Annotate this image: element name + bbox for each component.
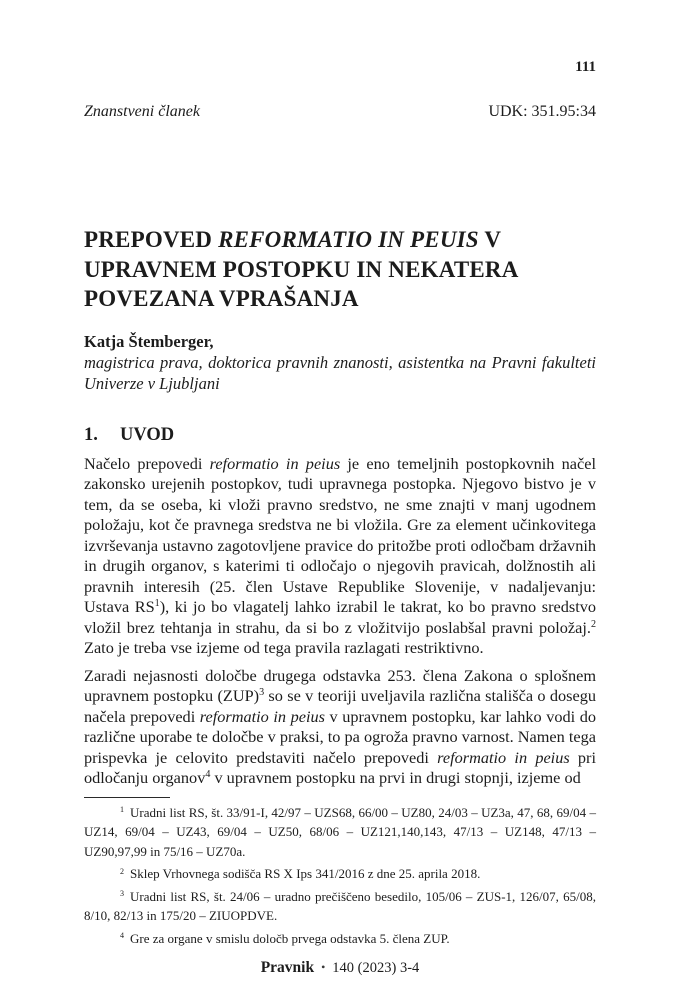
footnote-reference-marker: 4	[205, 769, 211, 781]
text-segment: Načelo prepovedi	[84, 453, 210, 473]
section-title: UVOD	[120, 424, 175, 445]
header-meta-row	[84, 102, 596, 121]
udk-code: UDK: 351.95:34	[488, 103, 596, 120]
author-block	[84, 331, 596, 394]
footnote-2-text: Sklep Vrhovnega sodišča RS X Ips 341/2016 z dne 25. aprila 2018.	[130, 866, 481, 881]
author-affiliation: magistrica prava, doktorica pravnih znanosti, asistentka na Pravni fakulteti Univerze v Ljubljani	[84, 352, 596, 393]
article-title	[84, 225, 596, 314]
page-number: 111	[575, 59, 596, 75]
text-segment: reformatio in peius	[209, 453, 341, 473]
footnote-2-marker: 2	[120, 866, 125, 876]
text-segment: PREPOVED	[84, 227, 219, 252]
footnotes-block	[84, 803, 596, 949]
text-segment: je eno temeljnih postopkovnih načel zakonsko urejenih postopkov, tudi upravnega postopka. Njegovo bistvo je v tem, da se oseba, ki vloži pravno sredstvo, ne sme znajti v manj ugodnem položaju, kot če pravnega sredstva ne bi vložila. Gre za element učinkovitega izvrševanja ustavno zagotovljene pravice do pritožbe proti odločbam državnih in drugih organov, s katerimi ti odločajo o njegovih pravicah, dolžnostih ali pravnih interesih (25. člen Ustave Republike Slovenije, v nadaljevanju: Ustava RS	[84, 453, 597, 616]
text-segment: V UPRAVNEM POSTOPKU IN NEKATERA POVEZANA VPRAŠANJA	[84, 227, 518, 311]
footnote-1	[84, 803, 596, 862]
footnote-separator-rule	[84, 797, 170, 798]
footnote-4	[84, 929, 596, 949]
footer-bullet: •	[321, 960, 326, 974]
footnote-3-text: Uradni list RS, št. 24/06 – uradno prečiščeno besedilo, 105/06 – ZUS-1, 126/07, 65/08, 8/10, 82/13 in 175/20 – ZIUOPDVE.	[84, 888, 596, 923]
footnote-4-text: Gre za organe v smislu določb prvega odstavka 5. člena ZUP.	[130, 930, 450, 946]
text-segment: REFORMATIO IN PEUIS	[218, 227, 479, 252]
text-segment: ), ki jo bo vlagatelj lahko izrabil le takrat, ko bo pravno sredstvo vložil brez tehtanja in strahu, da si bo z vložitvijo poslabšal pravni položaj.	[84, 597, 596, 637]
footnote-reference-marker: 1	[154, 598, 160, 610]
issue-info: 140 (2023) 3-4	[332, 960, 420, 976]
text-segment: reformatio in peius	[199, 706, 325, 726]
journal-name: Pravnik	[260, 959, 315, 976]
text-segment: v upravnem postopku na prvi in drugi stopnji, izjeme od	[210, 768, 581, 787]
body-paragraph-2	[84, 666, 596, 789]
text-segment: Zato je treba vse izjeme od tega pravila razlagati restriktivno.	[84, 638, 484, 657]
author-name: Katja Štemberger,	[84, 331, 214, 351]
article-type-label: Znanstveni članek	[84, 103, 200, 120]
footnote-reference-marker: 2	[590, 618, 596, 630]
text-segment: so se v teoriji uveljavila različna stališča o dosegu načela prepovedi	[84, 686, 597, 726]
section-number: 1.	[84, 424, 98, 445]
footnote-1-text: Uradni list RS, št. 33/91-I, 42/97 – UZS68, 66/00 – UZ80, 24/03 – UZ3a, 47, 68, 69/04 – UZ14, 69/04 – UZ43, 69/04 – UZ50, 68/06 – UZ121,140,143, 47/13 – UZ148, 47/13 – UZ90,97,99 in 75/16 – UZ70a.	[84, 804, 596, 859]
text-segment: pri odločanju organov	[84, 747, 596, 787]
footnote-3-marker: 3	[120, 889, 125, 899]
footnote-2	[84, 864, 596, 884]
body-paragraph-1	[84, 454, 596, 659]
page-footer	[84, 958, 596, 978]
footnote-1-marker: 1	[120, 805, 125, 815]
footnote-4-marker: 4	[120, 931, 125, 941]
text-segment: v upravnem postopku, kar lahko vodi do različne uporabe te določbe v praksi, to pa ogroža pravno varnost. Namen tega prispevka je celovito predstaviti načelo prepovedi	[84, 706, 597, 767]
section-heading-uvod	[84, 424, 596, 447]
footnote-reference-marker: 3	[259, 687, 265, 699]
footnote-3	[84, 887, 596, 926]
text-segment: reformatio in peius	[437, 747, 570, 767]
text-segment: Zaradi nejasnosti določbe drugega odstavka 253. člena Zakona o splošnem upravnem postopku (ZUP)	[84, 665, 596, 705]
